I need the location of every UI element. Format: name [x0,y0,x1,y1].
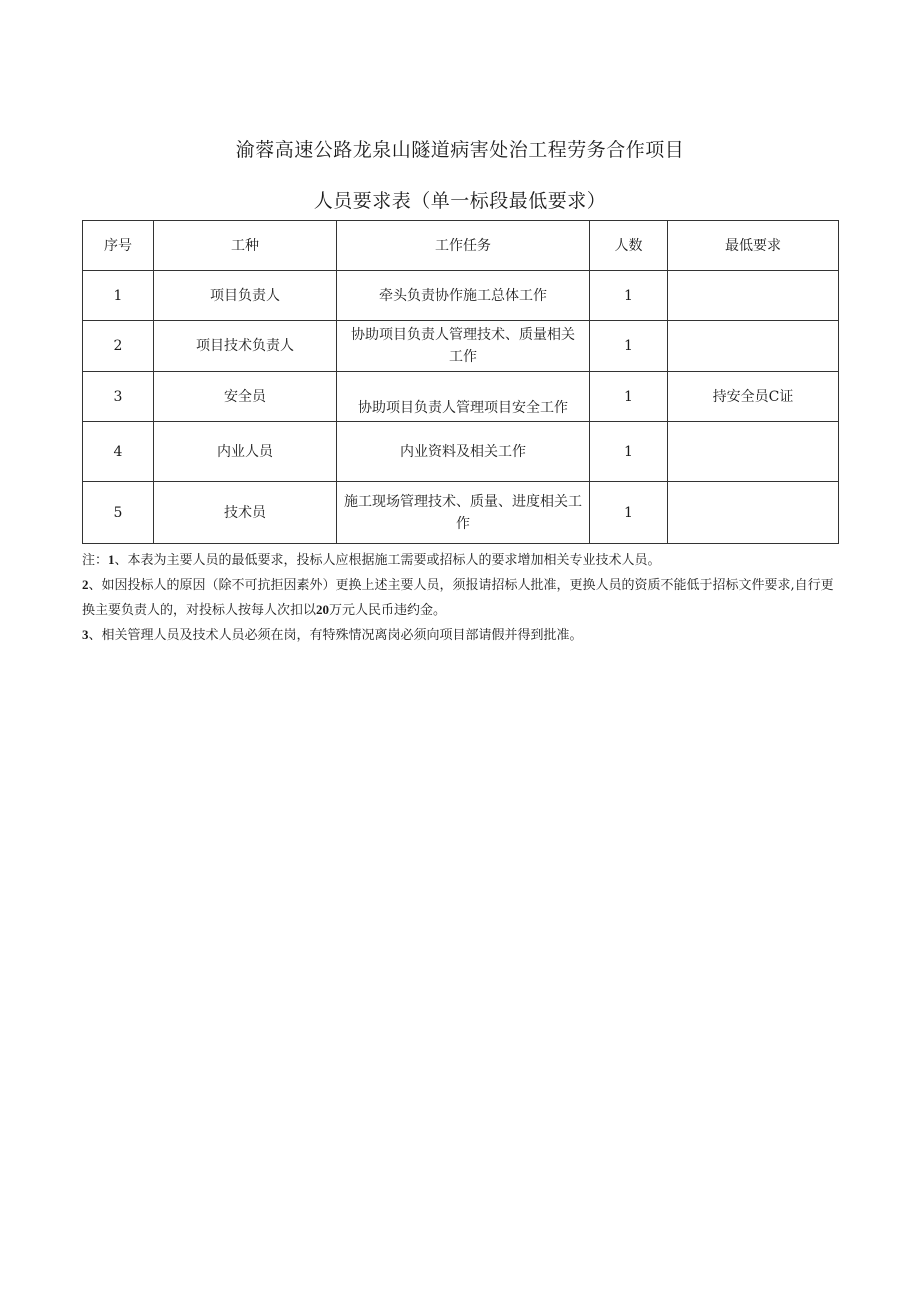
header-task: 工作任务 [337,221,590,271]
note-number: 2 [82,577,89,592]
table-row [83,321,839,372]
note-text: 、如因投标人的原因（除不可抗拒因素外）更换上述主要人员，须报请招标人批准，更换人员的资质不能低于招标文件要求,自行更换主要负责人的，对投标人按每人次扣以 [82,578,834,618]
note-2 [82,573,842,623]
cell-role: 内业人员 [154,422,337,482]
cell-no: 3 [83,372,154,422]
cell-no: 2 [83,321,154,372]
cell-role: 安全员 [154,372,337,422]
header-count: 人数 [590,221,668,271]
cell-count: 1 [590,271,668,321]
note-text: 、本表为主要人员的最低要求，投标人应根据施工需要或招标人的要求增加相关专业技术人员。 [114,553,661,568]
cell-requirement: 持安全员C证 [668,372,839,422]
cell-requirement [668,321,839,372]
table-header-row [83,221,839,271]
note-text: 、相关管理人员及技术人员必须在岗，有特殊情况离岗必须向项目部请假并得到批准。 [88,628,583,643]
cell-no: 1 [83,271,154,321]
header-requirement: 最低要求 [668,221,839,271]
note-3 [82,623,842,648]
cell-task: 牵头负责协作施工总体工作 [337,271,590,321]
table-row [83,271,839,321]
document-subtitle: 人员要求表（单一标段最低要求） [313,190,607,212]
table-row [83,482,839,544]
cell-requirement [668,482,839,544]
note-number: 3 [82,627,89,642]
note-text: 万元人民币违约金。 [329,603,447,618]
cell-task: 协助项目负责人管理技术、质量相关工作 [337,321,590,372]
penalty-amount: 20 [316,602,330,617]
note-prefix: 注： [82,553,109,568]
cell-task: 协助项目负责人管理项目安全工作 [337,372,590,422]
table-row [83,422,839,482]
cell-requirement [668,271,839,321]
cell-count: 1 [590,372,668,422]
cell-task: 施工现场管理技术、质量、进度相关工作 [337,482,590,544]
header-role: 工种 [154,221,337,271]
table-row [83,372,839,422]
cell-count: 1 [590,482,668,544]
cell-task: 内业资料及相关工作 [337,422,590,482]
header-no: 序号 [83,221,154,271]
document-title: 渝蓉高速公路龙泉山隧道病害处治工程劳务合作项目 [235,139,685,161]
cell-count: 1 [590,321,668,372]
cell-no: 5 [83,482,154,544]
cell-count: 1 [590,422,668,482]
cell-no: 4 [83,422,154,482]
cell-role: 项目技术负责人 [154,321,337,372]
cell-role: 项目负责人 [154,271,337,321]
cell-requirement [668,422,839,482]
cell-role: 技术员 [154,482,337,544]
table-notes [82,548,842,648]
note-1 [82,548,842,573]
note-number: 1 [108,552,115,567]
personnel-requirements-table [82,220,839,544]
